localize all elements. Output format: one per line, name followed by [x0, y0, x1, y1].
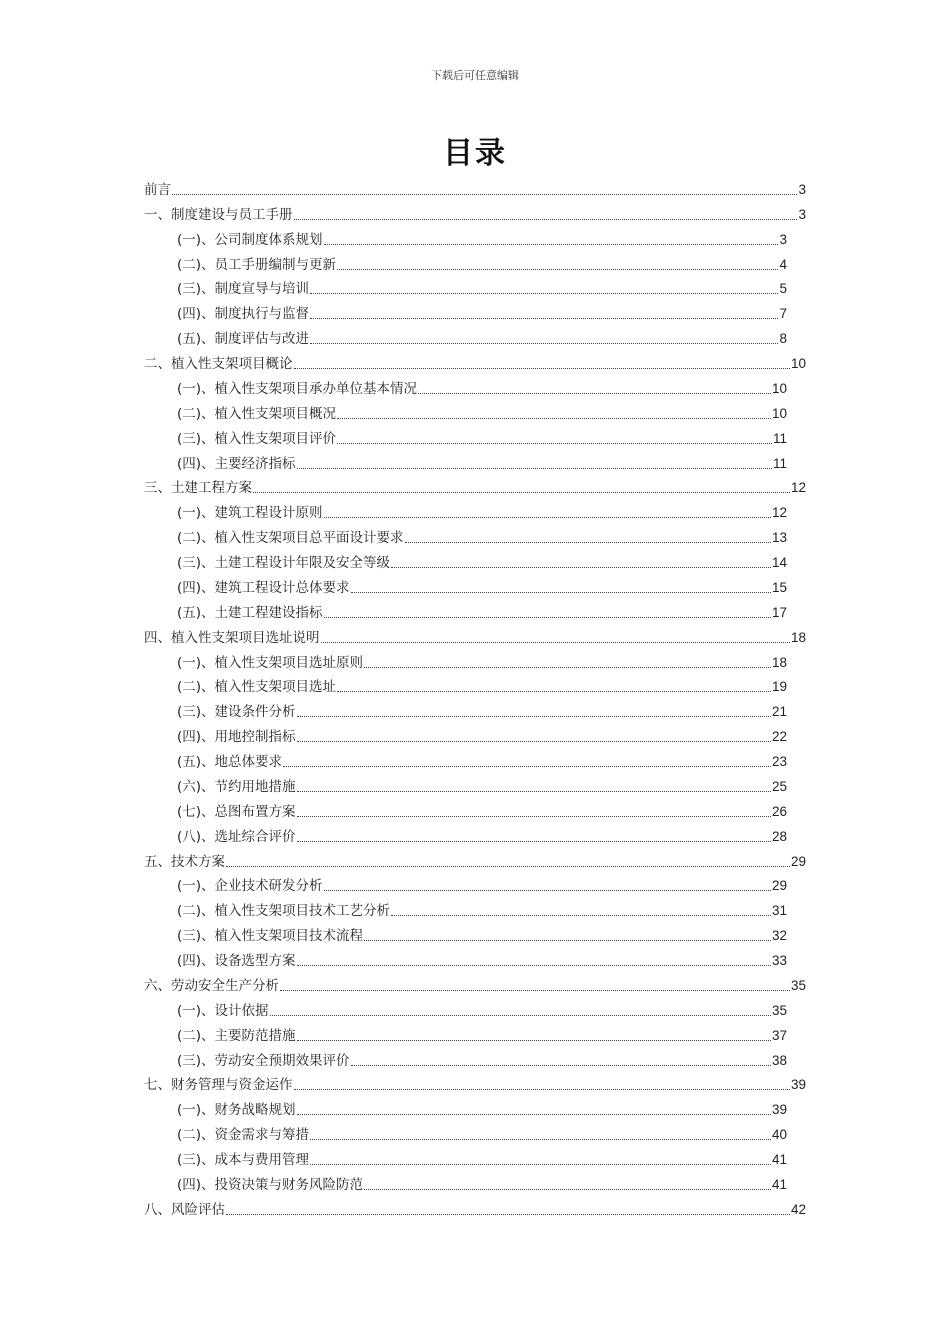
- toc-entry-page: 31: [771, 903, 787, 919]
- toc-entry[interactable]: [144, 324, 806, 349]
- toc-entry-page: 11: [772, 430, 787, 446]
- toc-dot-leader: [324, 243, 779, 245]
- toc-entry-title: 四、植入性支架项目选址说明: [144, 629, 320, 646]
- toc-dot-leader: [297, 1113, 771, 1115]
- toc-entry-page: 23: [771, 754, 787, 769]
- toc-entry-page: 18: [771, 654, 787, 670]
- toc-dot-leader: [351, 591, 771, 593]
- toc-entry-page: 13: [771, 530, 787, 546]
- toc-dot-leader: [294, 1088, 790, 1090]
- toc-entry-title: 五、技术方案: [144, 853, 225, 870]
- toc-entry-title: 一、制度建设与员工手册: [144, 206, 293, 223]
- page-title: 目录: [443, 136, 507, 171]
- toc-dot-leader: [297, 715, 771, 717]
- toc-entry[interactable]: [144, 1046, 806, 1071]
- toc-entry-title: (七)、总图布置方案: [177, 803, 296, 820]
- toc-entry[interactable]: [144, 1145, 806, 1170]
- toc-entry-title: (一)、财务战略规划: [177, 1102, 296, 1119]
- toc-entry-title: (四)、主要经济指标: [177, 455, 296, 472]
- toc-entry[interactable]: [144, 921, 806, 946]
- toc-dot-leader: [172, 193, 797, 195]
- toc-entry-page: 41: [771, 1152, 787, 1167]
- toc-dot-leader: [297, 815, 771, 817]
- toc-entry-title: (六)、节约用地措施: [177, 778, 296, 795]
- toc-entry[interactable]: [144, 275, 806, 300]
- toc-entry[interactable]: [144, 822, 806, 847]
- toc-entry[interactable]: [144, 673, 806, 698]
- toc-entry-page: 37: [771, 1027, 787, 1043]
- toc-entry[interactable]: [144, 573, 806, 598]
- toc-entry-title: (一)、公司制度体系规划: [177, 231, 323, 248]
- toc-entry-title: (三)、成本与费用管理: [177, 1152, 310, 1168]
- toc-entry-page: 35: [790, 977, 806, 993]
- toc-entry-title: (二)、植入性支架项目技术工艺分析: [177, 903, 391, 920]
- toc-entry[interactable]: [144, 424, 806, 449]
- toc-dot-leader: [283, 765, 771, 767]
- toc-entry-page: 25: [771, 778, 787, 794]
- toc-dot-leader: [324, 889, 771, 891]
- toc-dot-leader: [405, 541, 771, 543]
- toc-entry[interactable]: [144, 399, 806, 424]
- toc-entry-title: (一)、植入性支架项目选址原则: [177, 654, 364, 671]
- toc-entry-page: 11: [772, 455, 787, 471]
- toc-entry-page: 22: [771, 729, 787, 745]
- toc-entry-title: (四)、制度执行与监督: [177, 306, 310, 323]
- toc-entry-page: 10: [790, 356, 806, 371]
- toc-dot-leader: [280, 989, 790, 991]
- toc-dot-leader: [364, 939, 771, 941]
- toc-entry-page: 5: [779, 281, 787, 297]
- toc-entry-page: 3: [798, 181, 806, 197]
- toc-entry[interactable]: [144, 523, 806, 548]
- toc-dot-leader: [297, 1039, 771, 1041]
- toc-entry-page: 28: [771, 828, 787, 844]
- toc-entry[interactable]: [144, 349, 806, 374]
- toc-entry[interactable]: [144, 996, 806, 1021]
- toc-dot-leader: [418, 392, 771, 394]
- toc-entry-title: (三)、建设条件分析: [177, 704, 296, 721]
- toc-entry-title: (二)、植入性支架项目总平面设计要求: [177, 530, 404, 547]
- toc-dot-leader: [310, 1138, 771, 1140]
- toc-entry-page: 42: [790, 1201, 806, 1217]
- toc-entry[interactable]: [144, 872, 806, 897]
- toc-dot-leader: [351, 1064, 771, 1066]
- toc-dot-leader: [297, 790, 771, 792]
- toc-entry-title: (二)、资金需求与筹措: [177, 1127, 310, 1144]
- toc-dot-leader: [297, 840, 771, 842]
- toc-dot-leader: [310, 342, 778, 344]
- toc-entry-title: 前言: [144, 181, 171, 198]
- toc-entry-page: 33: [771, 953, 787, 968]
- toc-dot-leader: [364, 1188, 771, 1190]
- toc-dot-leader: [270, 1014, 771, 1016]
- toc-entry[interactable]: [144, 449, 806, 474]
- toc-entry-title: (一)、企业技术研发分析: [177, 878, 323, 895]
- toc-entry-page: 8: [779, 331, 787, 347]
- toc-entry[interactable]: [144, 374, 806, 399]
- toc-entry-title: (三)、制度宣导与培训: [177, 281, 310, 298]
- toc-entry-title: (三)、植入性支架项目技术流程: [177, 928, 364, 945]
- toc-entry-title: (八)、选址综合评价: [177, 828, 296, 845]
- toc-entry-title: (一)、建筑工程设计原则: [177, 505, 323, 522]
- toc-entry[interactable]: [144, 1170, 806, 1195]
- toc-entry[interactable]: [144, 1071, 806, 1096]
- toc-entry-title: (二)、员工手册编制与更新: [177, 256, 337, 273]
- toc-entry-title: (一)、植入性支架项目承办单位基本情况: [177, 380, 418, 397]
- toc-dot-leader: [337, 442, 772, 444]
- toc-dot-leader: [337, 417, 771, 419]
- toc-entry-page: 39: [771, 1102, 787, 1118]
- toc-dot-leader: [294, 218, 798, 220]
- toc-entry[interactable]: [144, 847, 806, 872]
- toc-dot-leader: [337, 268, 778, 270]
- toc-entry-title: (一)、设计依据: [177, 1002, 269, 1019]
- toc-entry-page: 18: [790, 629, 806, 645]
- toc-entry-page: 26: [771, 803, 787, 819]
- toc-entry-title: 七、财务管理与资金运作: [144, 1077, 293, 1094]
- toc-entry-page: 32: [771, 928, 787, 944]
- toc-entry-title: (四)、用地控制指标: [177, 729, 296, 746]
- toc-entry-title: 二、植入性支架项目概论: [144, 356, 293, 372]
- toc-entry-page: 19: [771, 679, 787, 695]
- toc-entry-page: 39: [790, 1077, 806, 1093]
- toc-entry-title: 八、风险评估: [144, 1201, 225, 1218]
- toc-entry[interactable]: [144, 598, 806, 623]
- toc-entry[interactable]: [144, 225, 806, 250]
- toc-entry-page: 38: [771, 1052, 787, 1068]
- toc-dot-leader: [253, 491, 790, 493]
- toc-entry[interactable]: [144, 797, 806, 822]
- toc-dot-leader: [337, 690, 771, 692]
- toc-entry[interactable]: [144, 175, 806, 200]
- toc-entry-title: (二)、主要防范措施: [177, 1027, 296, 1044]
- toc-entry-page: 14: [771, 555, 787, 570]
- table-of-contents: [144, 175, 806, 1220]
- toc-entry-title: (五)、土建工程建设指标: [177, 604, 323, 621]
- toc-entry-title: (五)、制度评估与改进: [177, 331, 310, 348]
- toc-entry[interactable]: [144, 1120, 806, 1145]
- toc-entry-page: 12: [790, 480, 806, 496]
- toc-entry-page: 29: [771, 878, 787, 894]
- toc-entry-page: 40: [771, 1127, 787, 1143]
- toc-entry-page: 10: [771, 405, 787, 421]
- toc-entry[interactable]: [144, 697, 806, 722]
- toc-dot-leader: [324, 616, 771, 618]
- toc-entry-page: 12: [771, 505, 787, 521]
- toc-entry[interactable]: [144, 250, 806, 275]
- toc-entry-page: 4: [779, 256, 787, 272]
- toc-dot-leader: [226, 1213, 790, 1215]
- toc-entry[interactable]: [144, 971, 806, 996]
- toc-entry-page: 35: [771, 1002, 787, 1018]
- toc-dot-leader: [310, 317, 778, 319]
- toc-entry-title: (四)、投资决策与财务风险防范: [177, 1176, 364, 1193]
- page-header-note: 下载后可任意编辑: [431, 69, 519, 82]
- toc-dot-leader: [310, 292, 778, 294]
- toc-entry[interactable]: [144, 1095, 806, 1120]
- toc-entry[interactable]: [144, 474, 806, 499]
- toc-dot-leader: [324, 516, 771, 518]
- toc-dot-leader: [297, 740, 771, 742]
- toc-entry-title: (四)、建筑工程设计总体要求: [177, 579, 350, 596]
- toc-dot-leader: [226, 865, 790, 867]
- toc-entry-page: 17: [771, 604, 787, 620]
- toc-entry-title: (二)、植入性支架项目选址: [177, 679, 337, 696]
- toc-entry[interactable]: [144, 648, 806, 673]
- toc-entry-page: 21: [771, 704, 787, 720]
- toc-entry-page: 29: [790, 853, 806, 869]
- toc-dot-leader: [297, 467, 772, 469]
- toc-entry-page: 7: [779, 306, 787, 322]
- toc-dot-leader: [294, 367, 790, 369]
- toc-entry[interactable]: [144, 722, 806, 747]
- toc-entry-title: (二)、植入性支架项目概况: [177, 405, 337, 422]
- toc-dot-leader: [297, 964, 771, 966]
- toc-entry[interactable]: [144, 896, 806, 921]
- toc-entry-page: 3: [798, 206, 806, 222]
- toc-dot-leader: [310, 1163, 771, 1165]
- toc-entry-title: (三)、劳动安全预期效果评价: [177, 1052, 350, 1069]
- toc-entry[interactable]: [144, 200, 806, 225]
- toc-entry[interactable]: [144, 1195, 806, 1220]
- toc-entry[interactable]: [144, 623, 806, 648]
- toc-entry-page: 15: [771, 579, 787, 595]
- toc-entry[interactable]: [144, 548, 806, 573]
- toc-entry-title: 三、土建工程方案: [144, 480, 252, 497]
- toc-entry[interactable]: [144, 299, 806, 324]
- toc-dot-leader: [391, 914, 771, 916]
- toc-dot-leader: [364, 666, 771, 668]
- toc-entry-title: (五)、地总体要求: [177, 754, 283, 770]
- toc-entry-page: 41: [771, 1176, 787, 1192]
- toc-entry-page: 10: [771, 380, 787, 396]
- toc-entry[interactable]: [144, 1021, 806, 1046]
- toc-entry[interactable]: [144, 946, 806, 971]
- toc-entry[interactable]: [144, 498, 806, 523]
- toc-entry[interactable]: [144, 747, 806, 772]
- toc-entry[interactable]: [144, 772, 806, 797]
- toc-entry-title: (三)、植入性支架项目评价: [177, 430, 337, 447]
- toc-entry-page: 3: [779, 231, 787, 247]
- toc-dot-leader: [321, 641, 790, 643]
- toc-entry-title: 六、劳动安全生产分析: [144, 977, 279, 994]
- toc-entry-title: (三)、土建工程设计年限及安全等级: [177, 555, 391, 571]
- toc-dot-leader: [391, 566, 771, 568]
- toc-entry-title: (四)、设备选型方案: [177, 953, 296, 969]
